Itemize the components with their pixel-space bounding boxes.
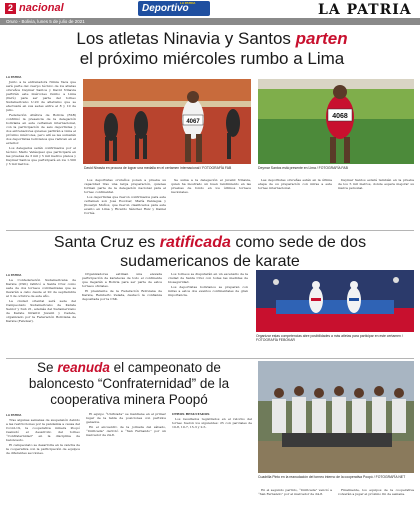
story2-paragraph: La ciudad oriental será sede del Campeonato Sudamericano de Karate Senior y Sub 21, además del Sudamericano de Karate Infantil Juvenil y Cadete, organizado por la Federación Boliviana de Karate (Febokar). (6, 299, 76, 323)
story3-paragraph: Los resultados registrados en el retorno del torneo fueron los siguientes: 25 con parciales de 10-8, 10-7, 15-3 y 2-5. (172, 417, 252, 429)
story1-headline-highlight: parten (295, 29, 348, 48)
supplement-top: LA PATRIA (180, 1, 196, 5)
story3-column-4 (258, 488, 332, 518)
story2-paragraph: La Confederación Sudamericana de Karate (CSK) ratificó a Santa Cruz como sede de dos torneos continentales que se llevarán a cabo desde el 20 de septiembre al 3 de octubre de este año. (6, 278, 76, 298)
bib-number-1: 4067 (186, 119, 200, 125)
story2-headline-a: Santa Cruz es (53, 234, 160, 251)
story3-line1-a: Se (37, 360, 58, 375)
supplement-logo (138, 1, 210, 16)
basketball-photo-art (258, 361, 414, 473)
story1-paragraph: Los deportistas orureños ponen a prueba su capacidad tras una larga preparación, quienes forman parte de la delegación nacional para el torneo continental. (84, 178, 166, 194)
ninavia-caption: David Ninavia en procura de lograr una medalla en el certamen internacional / FOTOGRAFÍA FAB (84, 166, 232, 170)
story3-paragraph: El campeonato se desarrolla en la cancha de la cooperativa con la participación de equipos de diferentes secciones. (6, 443, 80, 455)
story1-column-2 (84, 178, 166, 228)
supplement-title: Deportivo (142, 3, 189, 14)
story3-paragraph: En el encuentro de la jornada del sábado, “Unificada” derrotó a “San Fernando” por un marcador de 24-8. (86, 425, 166, 437)
story1-column-5 (338, 178, 414, 228)
divider (6, 358, 414, 359)
story3-column-1 (6, 418, 80, 518)
story3-tag: LA PATRIA (6, 413, 22, 417)
story3-column-5 (338, 488, 414, 518)
story2-paragraph: El presidente de la Federación Boliviana de Karate, Remberto Zelada, destacó la confianza depositada por la CSK. (82, 289, 162, 301)
santos-caption: Deymar Santos está presente en Lima / FOTOGRAFÍA FAB (258, 166, 348, 170)
basketball-photo (258, 361, 414, 473)
story3-line3: cooperativa minera Poopó (50, 392, 208, 407)
story2-headline (6, 233, 414, 271)
story1-column-1 (6, 80, 76, 228)
story1-paragraph: Deymar Santos estará también en la prueba de los 5 mil metros, donde espera mejorar su marca personal. (338, 178, 414, 190)
story2-headline-b: como sede de dos sudamericanos de karate (120, 234, 367, 270)
story1-headline-a: Los atletas Ninavia y Santos (76, 29, 296, 48)
karate-photo (256, 270, 414, 332)
story2-tag: LA PATRIA (6, 273, 22, 277)
story1-paragraph: Las deportistas orureñas están en la última etapa de su preparación con miras a este torneo internacional. (258, 178, 332, 190)
story3-paragraph: Finalmente, los equipos de la cooperativa volverán a jugar el próximo fin de semana. (338, 488, 414, 496)
story1-column-3 (171, 178, 251, 228)
story3-paragraph: En el segundo partido, “Unificada” venció a “San Fernando” por el marcador de 24-8. (258, 488, 332, 496)
story3-line1-b: el campeonato de (109, 360, 221, 375)
story1-paragraph: Los deportistas que fueron confirmados para este certamen son José Escobar, María Paniagua y Jhoselyn Muñoz, que fueron clasificados para este evento en Lima y Ricardo Sánchez Ruiz y Daniel Cortés. (84, 195, 166, 215)
story2-paragraph: Los deportistas bolivianos se preparan con miras a estos dos eventos continentales de gran importancia. (168, 285, 248, 297)
story1-column-4 (258, 178, 332, 228)
santos-photo-art (258, 79, 414, 164)
story3-paragraph: Tras algunas semanas de suspensión debido a las restricciones por la pandemia a causa del Covid-19, la cooperativa minera Poopó reanudó el desarrollo del torneo “Confraternidad” en la disciplina de baloncesto. (6, 418, 80, 442)
story1-paragraph: Junto a la entrenadora Nimia Vaca que será parte del cuerpo técnico de los atletas orureños Deymar Santos y David Ninavia partirán este miércoles rumbo a Lima (Perú) para ser parte del torneo Sudamericano U-20 de atletismo que se efectuará en sus sedes entre el 8 y 10 de julio. (6, 80, 76, 112)
section-name: nacional (19, 2, 64, 14)
story1-paragraph: Se suma a la delegación el juvenil Ninavia, quien ha mostrado un buen rendimiento en las pruebas de fondo en los últimos torneos nacionales. (171, 178, 251, 194)
karate-caption: Organizar estas competencias abre posibilidades a más atletas para participar en este certamen / FOTOGRAFÍA FEBOKAR (256, 334, 403, 343)
date-line: Oruro - Bolivia, lunes 5 de julio de 2021 (6, 19, 85, 24)
story2-column-3 (168, 272, 248, 352)
ninavia-photo-art (83, 79, 251, 164)
basketball-caption: Cuadrilla Pinto en la reanudación del torneo interno de la cooperativa Poopó / FOTOGRAFÍA NET (258, 475, 406, 479)
story3-line2: baloncesto “Confraternidad” de la (28, 376, 230, 391)
story3-column-2 (86, 412, 166, 518)
story2-column-1 (6, 278, 76, 352)
date-band (0, 18, 420, 25)
story3-line1-highlight: reanuda (57, 360, 110, 375)
story2-paragraph: Los torneos se disputarán en un escenario de la ciudad de Santa Cruz con todas las medidas de bioseguridad. (168, 272, 248, 284)
story1-paragraph: Los delegados serán confirmados por el técnico Mario Velásquez que participará en las pruebas de 3 mil y 5 mil metros planos y Deymar Santos que participará en los 1.500 y 5 mil metros. (6, 146, 76, 166)
story3-subhead: OTROS RESULTADOS (172, 412, 210, 416)
story2-paragraph: Organizadores estiman una elevada participación de karatecas de todo el continente que llegarán a Bolivia para ser parte de estos torneos oficiales. (82, 272, 162, 288)
santos-photo (258, 79, 414, 164)
story3-column-3 (172, 412, 252, 518)
story3-headline (6, 360, 252, 408)
divider (6, 230, 414, 231)
karate-photo-art (256, 270, 414, 332)
story1-paragraph: Federación Atlética de Bolivia (FAB) confirmó la presencia de la delegación boliviana en este certamen internacional, con la participación de seis deportistas y dos entrenadores quienes partirán a Lima el próximo miércoles, pero allí se les sumarán dos deportistas bolivianos que radican en el exterior. (6, 113, 76, 145)
story1-headline (12, 29, 412, 69)
story2-headline-highlight: ratificada (159, 234, 231, 251)
story1-tag: LA PATRIA (6, 75, 22, 79)
ninavia-photo (83, 79, 251, 164)
page-header (0, 0, 420, 26)
masthead: LA PATRIA (318, 2, 412, 18)
story2-column-2 (82, 272, 162, 352)
bib-number-2: 4068 (332, 113, 348, 120)
story1-headline-b: el próximo miércoles rumbo a Lima (79, 49, 345, 68)
story3-paragraph: El equipo “Unificada” se mantiene en el primer lugar de la tabla de posiciones con partidos ganados. (86, 412, 166, 424)
page-number: 2 (5, 3, 16, 14)
